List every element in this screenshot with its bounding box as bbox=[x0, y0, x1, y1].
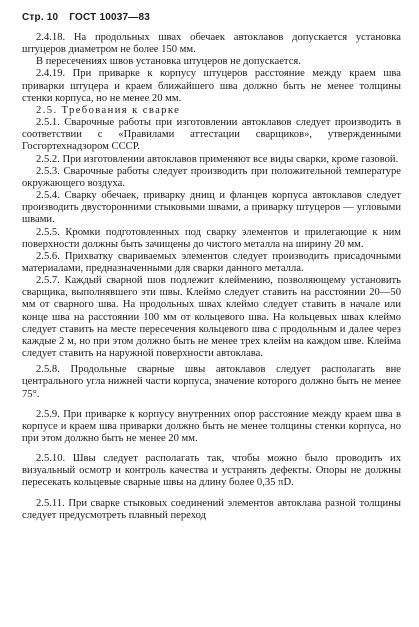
clause-2-5-2: 2.5.2. При изготовлении автоклавов применяют все виды сварки, кроме газовой. bbox=[36, 153, 399, 165]
clause-2-5-7: 2.5.7. Каждый сварной шов подлежит клеймению, позволяющему установить сварщика, выполнявшего эти швы. Клеймо следует ставить на расстоянии 20—50 мм от сварного шва. На продольных швах клеймо следует ставить в начале или конце шва на расстоянии 100 мм от кольцевого шва. На кольцевых швах клеймо следует ставить на месте пересечения кольцевого шва с продольным и далее через каждые 2 м, но при этом должно быть не менее трех клейм на каждом шве. Клейма следует ставить на наружной поверхности автоклава. bbox=[22, 275, 401, 360]
clause-2-4-18: 2.4.18. На продольных швах обечаек автоклавов допускается установка штуцеров диаметром не более 150 мм. bbox=[22, 32, 401, 56]
clause-note: В пересечениях швов установка штуцеров не допускается. bbox=[36, 56, 301, 68]
clause-2-5-9: 2.5.9. При приварке к корпусу внутренних опор расстояние между краем шва в корпусе и краем шва приварки должно быть не менее толщины стенки корпуса, но при этом должно быть не менее 20 мм. bbox=[22, 408, 401, 444]
clause-2-5-5: 2.5.5. Кромки подготовленных под сварку элементов и прилегающие к ним поверхности должны быть зачищены до чистого металла на ширину 20 мм. bbox=[22, 226, 401, 250]
page-number: Стр. 10 bbox=[22, 12, 59, 23]
clause-2-5-6: 2.5.6. Прихватку свариваемых элементов следует производить присадочными материалами, предназначенными для сварки данного металла. bbox=[22, 250, 401, 274]
clause-2-5-8: 2.5.8. Продольные сварные швы автоклавов следует располагать вне центрального угла нижней части корпуса, значение которого должно быть не менее 75°. bbox=[22, 364, 401, 400]
page-header bbox=[22, 12, 401, 32]
section-heading-2-5: 2.5. Требования к сварке bbox=[36, 104, 181, 116]
clause-2-5-11: 2.5.11. При сварке стыковых соединений элементов автоклава разной толщины следует предусмотреть плавный переход bbox=[22, 497, 401, 521]
clause-2-5-3: 2.5.3. Сварочные работы следует производить при положительной температуре окружающего воздуха. bbox=[22, 165, 401, 189]
standard-code: ГОСТ 10037—83 bbox=[69, 12, 151, 23]
clause-2-4-19: 2.4.19. При приварке к корпусу штуцеров расстояние между краем шва приварки штуцера и краем ближайшего шва должно быть не менее толщины стенки корпуса, но не менее 20 мм. bbox=[22, 68, 401, 104]
clause-2-5-1: 2.5.1. Сварочные работы при изготовлении автоклавов следует производить в соответствии с «Правилами аттестации сварщиков», утвержденными Госгортехнадзором СССР. bbox=[22, 117, 401, 153]
clause-2-5-10: 2.5.10. Швы следует располагать так, чтобы можно было проводить их визуальный осмотр и контроль качества и устранять дефекты. Опоры не должны пересекать кольцевые сварные швы на длину более 0,35 πD. bbox=[22, 453, 401, 489]
clause-2-5-4: 2.5.4. Сварку обечаек, приварку днищ и фланцев корпуса автоклавов следует производить двусторонними стыковыми швами, а приварку штуцеров — угловыми швами. bbox=[22, 190, 401, 226]
document-body bbox=[22, 32, 401, 522]
